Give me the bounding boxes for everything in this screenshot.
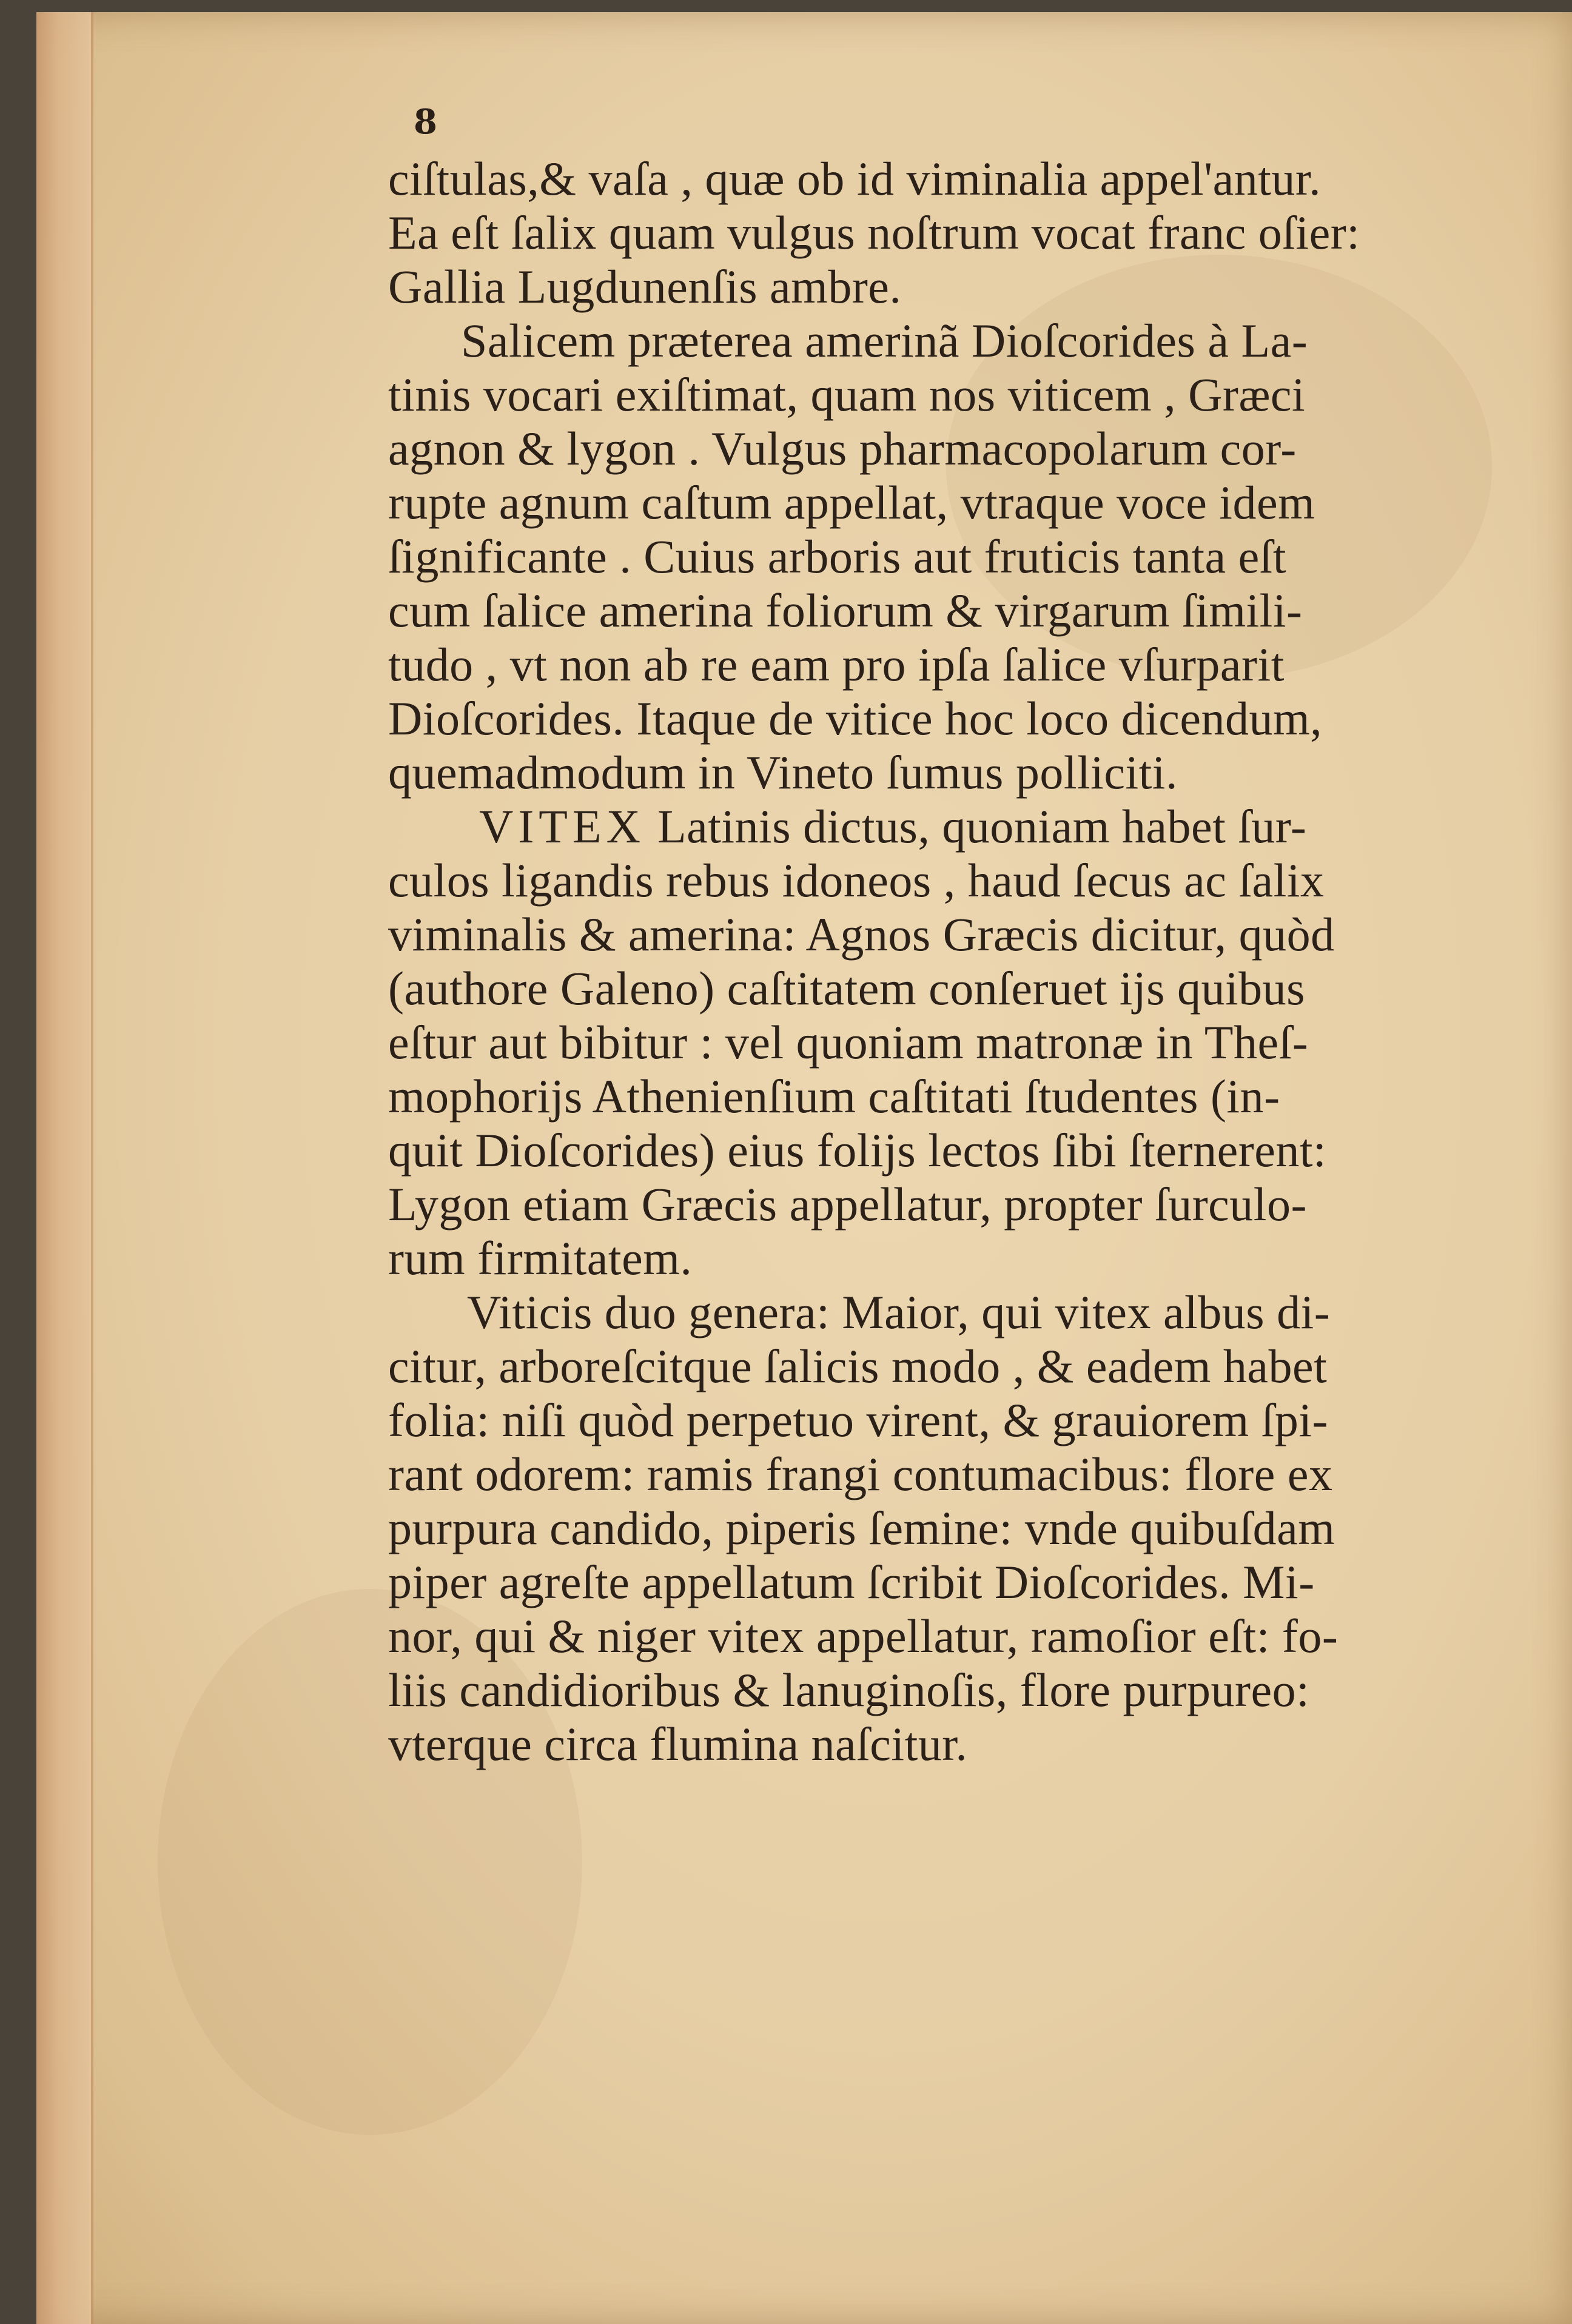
text-line-vitex	[388, 799, 1565, 853]
text-line: rant odorem: ramis frangi contumacibus: flore ex	[388, 1448, 1333, 1500]
text-line: tudo , vt non ab re eam pro ipſa ſalice vſurparit	[388, 638, 1285, 691]
text-line: (authore Galeno) caſtitatem conſeruet ijs quibus	[388, 962, 1305, 1015]
text-line: ſignificante . Cuius arboris aut fruticis tanta eſt	[388, 530, 1287, 583]
text-line: rum firmitatem.	[388, 1232, 693, 1285]
text-line: mophorijs Athenienſium caſtitati ſtudentes (in-	[388, 1070, 1280, 1123]
page-edge-shadow	[36, 12, 91, 2324]
text-line: liis candidioribus & lanuginoſis, flore purpureo:	[388, 1664, 1310, 1716]
text-line: cum ſalice amerina foliorum & virgarum ſimili-	[388, 584, 1303, 637]
text-line: nor, qui & niger vitex appellatur, ramoſior eſt: fo-	[388, 1610, 1339, 1662]
text-line: quit Dioſcorides) eius folijs lectos ſibi ſternerent:	[388, 1124, 1327, 1177]
text-line: Viticis duo genera: Maior, qui vitex albus di-	[467, 1286, 1331, 1338]
text-line: Salicem præterea amerinã Dioſcorides à La-	[461, 314, 1308, 367]
page-fold-line	[91, 12, 93, 2324]
text-line: rupte agnum caſtum appellat, vtraque voce idem	[388, 476, 1315, 529]
text-line: citur, arboreſcitque ſalicis modo , & eadem habet	[388, 1340, 1328, 1392]
text-line: eſtur aut bibitur : vel quoniam matronæ in Theſ-	[388, 1016, 1309, 1069]
text-line: Gallia Lugdunenſis ambre.	[388, 260, 902, 313]
text-line-rest: Latinis dictus, quoniam habet ſur-	[657, 800, 1307, 853]
body-text	[388, 152, 1565, 1771]
vitex-heading: VITEX	[479, 800, 645, 853]
text-line: Dioſcorides. Itaque de vitice hoc loco dicendum,	[388, 692, 1323, 745]
text-line: culos ligandis rebus idoneos , haud ſecus ac ſalix	[388, 854, 1325, 907]
text-line: ciſtulas,& vaſa , quæ ob id viminalia appel'antur.	[388, 152, 1322, 205]
text-line: quemadmodum in Vineto ſumus polliciti.	[388, 746, 1178, 799]
text-line: agnon & lygon . Vulgus pharmacopolarum cor-	[388, 422, 1297, 475]
text-line: purpura candido, piperis ſemine: vnde quibuſdam	[388, 1502, 1335, 1554]
text-line: Ea eſt ſalix quam vulgus noſtrum vocat franc oſier:	[388, 206, 1360, 259]
text-line: viminalis & amerina: Agnos Græcis dicitur, quòd	[388, 908, 1335, 961]
page-number: 8	[414, 102, 437, 142]
text-line: vterque circa flumina naſcitur.	[388, 1718, 968, 1770]
text-line: tinis vocari exiſtimat, quam nos viticem , Græci	[388, 368, 1306, 421]
text-line: Lygon etiam Græcis appellatur, propter ſurculo-	[388, 1178, 1307, 1231]
text-line: piper agreſte appellatum ſcribit Dioſcorides. Mi-	[388, 1556, 1315, 1608]
text-line: folia: niſi quòd perpetuo virent, & grauiorem ſpi-	[388, 1394, 1328, 1446]
